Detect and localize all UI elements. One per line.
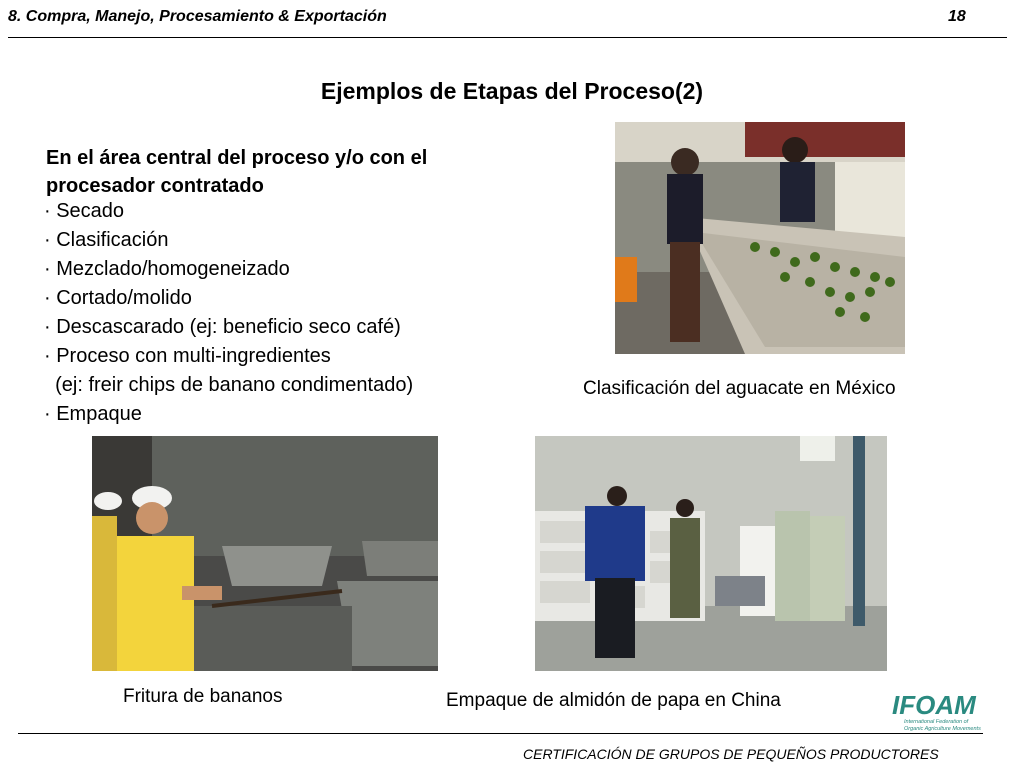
banana-caption: Fritura de bananos bbox=[123, 686, 283, 707]
avocado-sorting-photo bbox=[615, 122, 905, 354]
banana-frying-photo bbox=[92, 436, 438, 671]
list-item: · Mezclado/homogeneizado bbox=[44, 258, 290, 280]
process-stage-list bbox=[44, 197, 413, 429]
starch-packing-photo bbox=[535, 436, 887, 671]
starch-caption: Empaque de almidón de papa en China bbox=[446, 690, 781, 711]
ifoam-tagline-1: International Federation of bbox=[904, 719, 969, 725]
list-item: · Cortado/molido bbox=[44, 287, 192, 309]
list-item: · Clasificación bbox=[44, 229, 169, 251]
ifoam-wordmark: IFOAM bbox=[892, 690, 976, 720]
list-item: · Descascarado (ej: beneficio seco café) bbox=[44, 316, 401, 338]
avocado-caption: Clasificación del aguacate en México bbox=[583, 378, 896, 399]
page-number: 18 bbox=[948, 8, 966, 25]
footer-divider bbox=[18, 733, 983, 734]
ifoam-logo bbox=[890, 690, 990, 732]
header-divider bbox=[8, 37, 1007, 38]
list-item: · Empaque bbox=[44, 403, 142, 425]
section-title: 8. Compra, Manejo, Procesamiento & Exportación bbox=[8, 8, 387, 25]
list-item: · Proceso con multi-ingredientes bbox=[44, 345, 331, 367]
footer-text: CERTIFICACIÓN DE GRUPOS DE PEQUEÑOS PRODUCTORES bbox=[523, 746, 939, 762]
list-item: · Secado bbox=[44, 200, 125, 222]
list-item: (ej: freir chips de banano condimentado) bbox=[44, 374, 414, 396]
slide-title: Ejemplos de Etapas del Proceso(2) bbox=[320, 78, 704, 104]
ifoam-tagline-2: Organic Agriculture Movements bbox=[904, 726, 981, 732]
process-subheading: En el área central del proceso y/o con el procesador contratado bbox=[46, 147, 428, 197]
